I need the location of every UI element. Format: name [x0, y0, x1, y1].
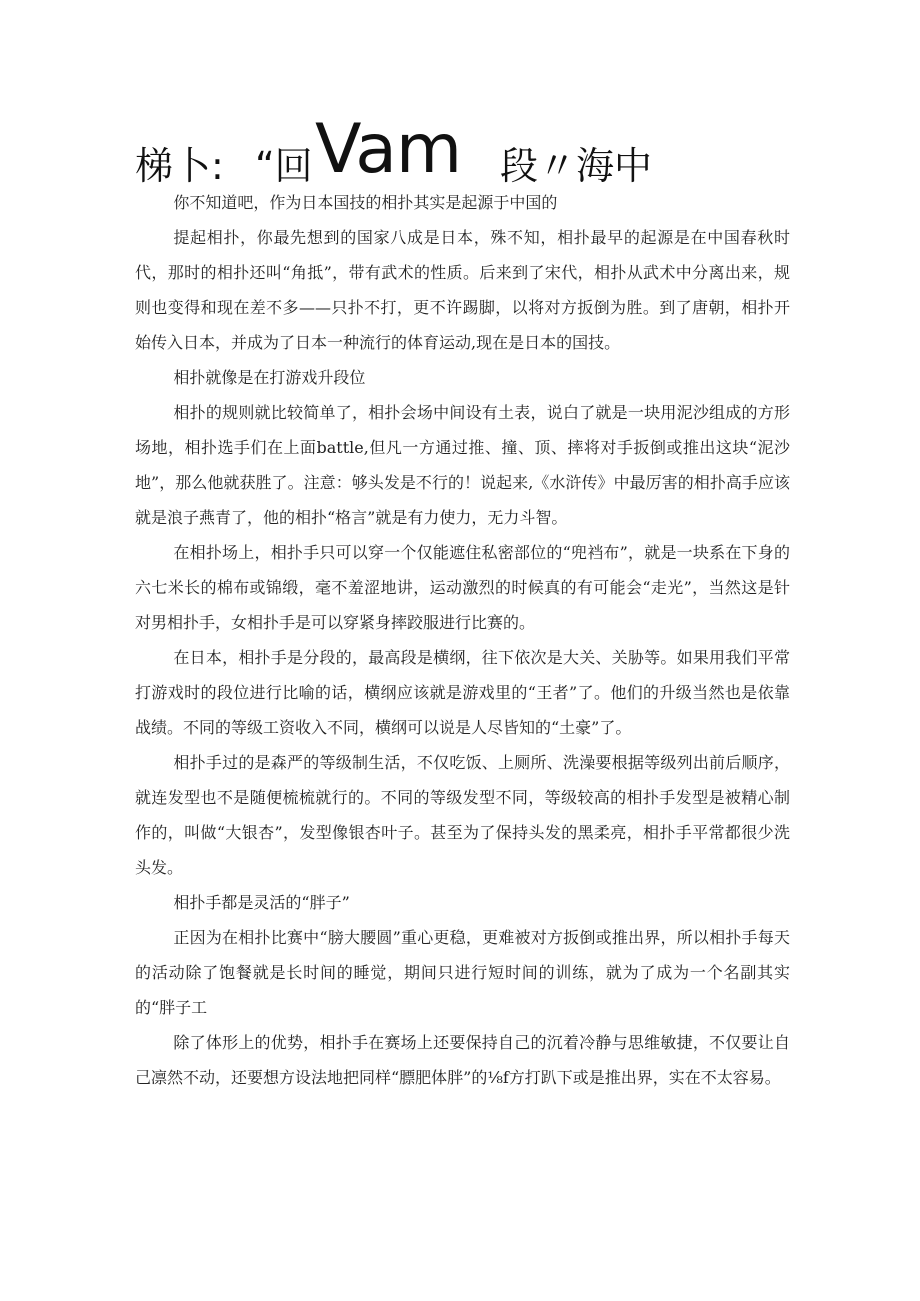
section-heading: 相扑就像是在打游戏升段位 [173, 368, 366, 387]
article-body [135, 185, 790, 1095]
paragraph: 在日本，相扑手是分段的，最高段是横纲，往下依次是大关、关胁等。如果用我们平常打游戏时的段位进行比喻的话，横纲应该就是游戏里的“王者”了。他们的升级当然也是依靠战绩。不同的等级工资收入不同，横纲可以说是人尽皆知的“土豪”了。 [135, 648, 790, 737]
section-heading: 相扑手都是灵活的“胖子” [173, 893, 350, 912]
paragraph: 在相扑场上，相扑手只可以穿一个仅能遮住私密部位的“兜裆布”，就是一块系在下身的六七米长的棉布或锦缎，毫不羞涩地讲，运动激烈的时候真的有可能会“走光”，当然这是针对男相扑手，女相扑手是可以穿紧身摔跤服进行比赛的。 [135, 543, 790, 632]
title-part-3: Vam [315, 110, 462, 189]
title-part-4: 段〃海中 [500, 144, 653, 188]
page-title [135, 110, 835, 190]
title-part-1: 梯卜: [135, 144, 224, 188]
paragraph: 相扑的规则就比较简单了，相扑会场中间设有土表，说白了就是一块用泥沙组成的方形场地，相扑选手们在上面battle,但凡一方通过推、撞、顶、摔将对手扳倒或推出这块“泥沙地”，那么他就获胜了。注意：够头发是不行的！说起来,《水浒传》中最厉害的相扑高手应该就是浪子燕青了，他的相扑“格言”就是有力使力，无力斗智。 [135, 403, 790, 527]
paragraph: 你不知道吧，作为日本国技的相扑其实是起源于中国的 [173, 193, 558, 212]
paragraph: 提起相扑，你最先想到的国家八成是日本，殊不知，相扑最早的起源是在中国春秋时代，那时的相扑还叫“角抵”，带有武术的性质。后来到了宋代，相扑从武术中分离出来，规则也变得和现在差不多——只扑不打，更不许踢脚，以将对方扳倒为胜。到了唐朝，相扑开始传入日本，并成为了日本一种流行的体育运动,现在是日本的国技。 [135, 228, 790, 352]
paragraph: 除了体形上的优势，相扑手在赛场上还要保持自己的沉着冷静与思维敏捷，不仅要让自己凛然不动，还要想方设法地把同样“膘肥体胖”的⅛f方打趴下或是推出界，实在不太容易。 [135, 1033, 790, 1087]
paragraph: 正因为在相扑比赛中“膀大腰圆”重心更稳，更难被对方扳倒或推出界，所以相扑手每天的活动除了饱餐就是长时间的睡觉，期间只进行短时间的训练，就为了成为一个名副其实的“胖子工 [135, 928, 790, 1017]
paragraph: 相扑手过的是森严的等级制生活，不仅吃饭、上厕所、洗澡要根据等级列出前后顺序，就连发型也不是随便梳梳就行的。不同的等级发型不同，等级较高的相扑手发型是被精心制作的，叫做“大银杏”，发型像银杏叶子。甚至为了保持头发的黑柔亮，相扑手平常都很少洗头发。 [135, 753, 790, 877]
title-part-2: “回 [255, 144, 313, 188]
